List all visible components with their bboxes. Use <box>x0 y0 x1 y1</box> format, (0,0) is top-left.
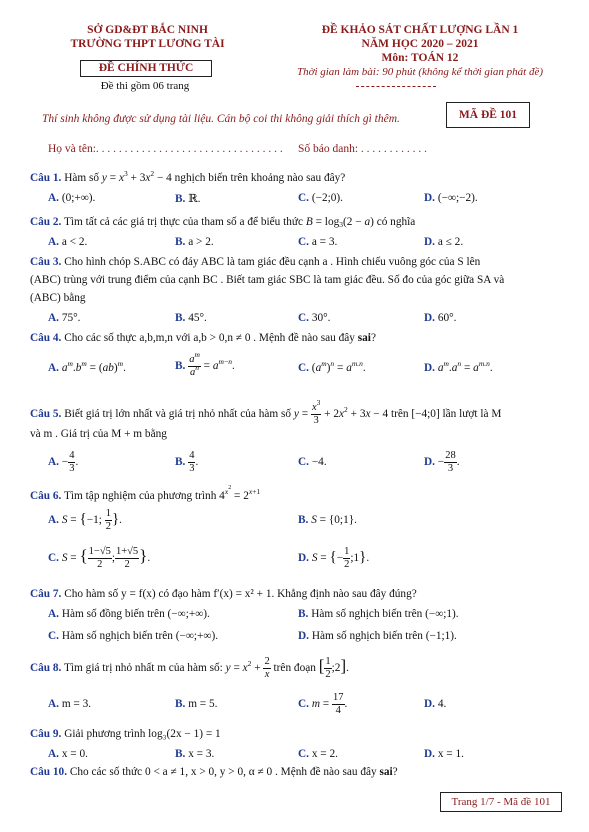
question-6: Câu 6. Tìm tập nghiệm của phương trình $4^{x^2} = 2^{x+1}$ <box>30 485 261 502</box>
q6-option-d[interactable]: D. S = {− $\frac{1}{2}$ ;1}. <box>298 546 370 570</box>
q5-option-b[interactable]: B. $\frac{4}{3}$ . <box>175 450 199 474</box>
q4-option-d[interactable]: D. $a^m.a^n = a^{m.n}$. <box>424 359 493 374</box>
question-3-line2: (ABC) trùng với trung điểm của cạnh BC . Biết tam giác SBC là tam giác đều. Số đo của góc giữa SA và <box>30 274 505 286</box>
q6-option-b[interactable]: B. S = {0;1}. <box>298 514 357 526</box>
question-5: Câu 5. Biết giá trị lớn nhất và giá trị nhỏ nhất của hàm số y = $\frac{x^3}{3}$ + $2x^2 + 3x - 4$ trên [−4;0] lần lượt là M <box>30 398 502 426</box>
q9-option-c[interactable]: C. x = 2. <box>298 748 338 760</box>
q5-option-d[interactable]: D. − $\frac{28}{3}$ . <box>424 450 460 474</box>
question-3-line3: (ABC) bằng <box>30 292 86 304</box>
q2-option-b[interactable]: B. a > 2. <box>175 236 214 248</box>
school-name: TRƯỜNG THPT LƯƠNG TÀI <box>70 38 225 50</box>
q1-option-b[interactable]: B. ℝ. <box>175 193 201 205</box>
q7-option-c[interactable]: C. Hàm số nghịch biến trên (−∞;+∞). <box>48 630 219 642</box>
question-7: Câu 7. Cho hàm số y = f(x) có đạo hàm f′(x) = x² + 1. Khẳng định nào sau đây đúng? <box>30 588 417 600</box>
q1-option-a[interactable]: A. (0;+∞). <box>48 192 96 204</box>
q8-option-d[interactable]: D. 4. <box>424 698 447 710</box>
exam-notice: Thí sinh không được sử dụng tài liệu. Cán bộ coi thi không giải thích gì thêm. <box>42 113 400 125</box>
exam-title: ĐỀ KHẢO SÁT CHẤT LƯỢNG LẦN 1 <box>321 24 519 36</box>
q9-option-d[interactable]: D. x = 1. <box>424 748 464 760</box>
department-name: SỞ GD&ĐT BẮC NINH <box>87 24 208 36</box>
q6-option-a[interactable]: A. S = {−1; $\frac{1}{2}$ }. <box>48 508 122 532</box>
page-footer: Trang 1/7 - Mã đề 101 <box>440 792 562 812</box>
q9-option-b[interactable]: B. x = 3. <box>175 748 215 760</box>
q7-option-b[interactable]: B. Hàm số nghịch biến trên (−∞;1). <box>298 608 459 620</box>
official-badge: ĐỀ CHÍNH THỨC <box>80 60 212 77</box>
q4-option-c[interactable]: C. $(a^m)^n = a^{m.n}$. <box>298 359 366 374</box>
q6-option-c[interactable]: C. S = { $\frac{1-√5}{2}$ ; $\frac{1+√5}{2}$ }. <box>48 546 151 570</box>
page-count: Đề thi gồm 06 trang <box>100 80 190 92</box>
q8-option-b[interactable]: B. m = 5. <box>175 698 218 710</box>
q4-option-a[interactable]: A. $a^m.b^m = (ab)^m$. <box>48 359 126 374</box>
exam-code-box: MÃ ĐỀ 101 <box>446 102 530 128</box>
candidate-id-field: Số báo danh: . . . . . . . . . . . . <box>298 143 428 155</box>
question-5-line2: và m . Giá trị của M + m bằng <box>30 428 167 440</box>
q5-option-c[interactable]: C. −4. <box>298 456 327 468</box>
q9-option-a[interactable]: A. x = 0. <box>48 748 88 760</box>
school-year: NĂM HỌC 2020 – 2021 <box>361 38 479 50</box>
question-1: Câu 1. Hàm số $y = x^3 + 3x^2 - 4$ nghịch biến trên khoảng nào sau đây? <box>30 169 346 184</box>
q7-option-d[interactable]: D. Hàm số nghịch biến trên (−1;1). <box>298 630 457 642</box>
question-8: Câu 8. Tìm giá trị nhỏ nhất m của hàm số: $y = x^2$ + $\frac{2}{x}$ trên đoạn [ $\frac{1}{2}$ ;2]. <box>30 656 349 680</box>
candidate-name-field: Họ và tên:. . . . . . . . . . . . . . . . . . . . . . . . . . . . . . . . . <box>48 143 283 155</box>
q3-option-d[interactable]: D. 60°. <box>424 312 457 324</box>
q5-option-a[interactable]: A. − $\frac{4}{3}$ . <box>48 450 79 474</box>
q1-option-c[interactable]: C. (−2;0). <box>298 192 343 204</box>
q3-option-b[interactable]: B. 45°. <box>175 312 207 324</box>
question-9: Câu 9. Giải phương trình log₃(2x − 1) = 1 <box>30 728 221 740</box>
q2-option-a[interactable]: A. a < 2. <box>48 236 88 248</box>
q8-option-c[interactable]: C. m = $\frac{17}{4}$ . <box>298 692 348 716</box>
question-3: Câu 3. Cho hình chóp S.ABC có đáy ABC là tam giác đều cạnh a . Hình chiếu vuông góc của S lên <box>30 256 481 268</box>
q7-option-a[interactable]: A. Hàm số đồng biến trên (−∞;+∞). <box>48 608 210 620</box>
q8-option-a[interactable]: A. m = 3. <box>48 698 92 710</box>
q3-option-a[interactable]: A. 75°. <box>48 312 81 324</box>
question-2: Câu 2. Tìm tất cả các giá trị thực của tham số a để biểu thức $B = \log_3(2 - a)$ có nghĩa <box>30 216 416 229</box>
divider-line <box>356 86 436 87</box>
q2-option-d[interactable]: D. a ≤ 2. <box>424 236 464 248</box>
time-limit: Thời gian làm bài: 90 phút (không kể thời gian phát đề) <box>296 66 544 78</box>
question-4: Câu 4. Cho các số thực a,b,m,n với a,b > 0,n ≠ 0 . Mệnh đề nào sau đây sai? <box>30 332 376 344</box>
subject: Môn: TOÁN 12 <box>381 52 459 64</box>
question-10: Câu 10. Cho các số thức 0 < a ≠ 1, x > 0, y > 0, α ≠ 0 . Mệnh đề nào sau đây sai? <box>30 766 398 778</box>
q4-option-b[interactable]: B. $\frac{a^m}{a^n}$ = $a^{m-n}$. <box>175 350 235 378</box>
q2-option-c[interactable]: C. a = 3. <box>298 236 338 248</box>
q1-option-d[interactable]: D. (−∞;−2). <box>424 192 478 204</box>
q3-option-c[interactable]: C. 30°. <box>298 312 331 324</box>
